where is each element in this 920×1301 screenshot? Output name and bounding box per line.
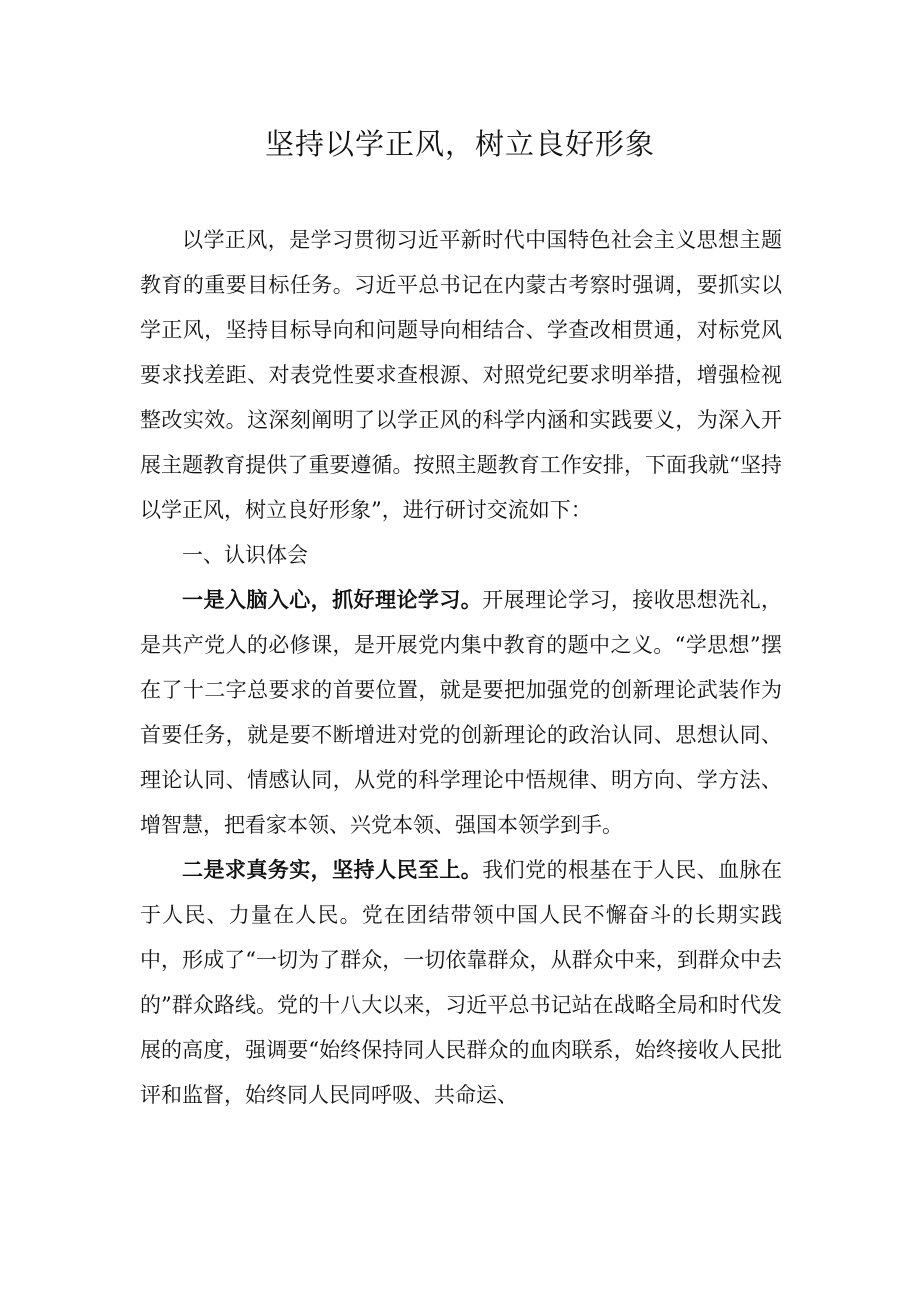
point-lead-2: 二是求真务实，坚持人民至上。 bbox=[182, 858, 483, 882]
document-body bbox=[140, 218, 782, 1118]
point-text-2: 我们党的根基在于人民、血脉在于人民、力量在人民。党在团结带领中国人民不懈奋斗的长期实践中，形成了“一切为了群众，一切依靠群众，从群众中来，到群众中去的”群众路线。党的十八大以来，习近平总书记站在战略全局和时代发展的高度，强调要“始终保持同人民群众的血肉联系，始终接收人民批评和监督，始终同人民同呼吸、共命运、 bbox=[140, 858, 783, 1107]
point-lead-1: 一是入脑入心，抓好理论学习。 bbox=[182, 588, 483, 612]
point-paragraph-1 bbox=[140, 578, 782, 848]
section-heading: 一、认识体会 bbox=[182, 543, 308, 567]
document-title: 坚持以学正风，树立良好形象 bbox=[264, 127, 655, 161]
intro-paragraph: 以学正风，是学习贯彻习近平新时代中国特色社会主义思想主题教育的重要目标任务。习近平总书记在内蒙古考察时强调，要抓实以学正风，坚持目标导向和问题导向相结合、学查改相贯通，对标党风要求找差距、对表党性要求查根源、对照党纪要求明举措，增强检视整改实效。这深刻阐明了以学正风的科学内涵和实践要义，为深入开展主题教育提供了重要遵循。按照主题教育工作安排，下面我就“坚持以学正风，树立良好形象”，进行研讨交流如下： bbox=[140, 228, 782, 522]
point-text-1: 开展理论学习，接收思想洗礼，是共产党人的必修课，是开展党内集中教育的题中之义。“学思想”摆在了十二字总要求的首要位置，就是要把加强党的创新理论武装作为首要任务，就是要不断增进对党的创新理论的政治认同、思想认同、理论认同、情感认同，从党的科学理论中悟规律、明方向、学方法、增智慧，把看家本领、兴党本领、强国本领学到手。 bbox=[140, 588, 783, 837]
point-paragraph-2 bbox=[140, 848, 782, 1118]
